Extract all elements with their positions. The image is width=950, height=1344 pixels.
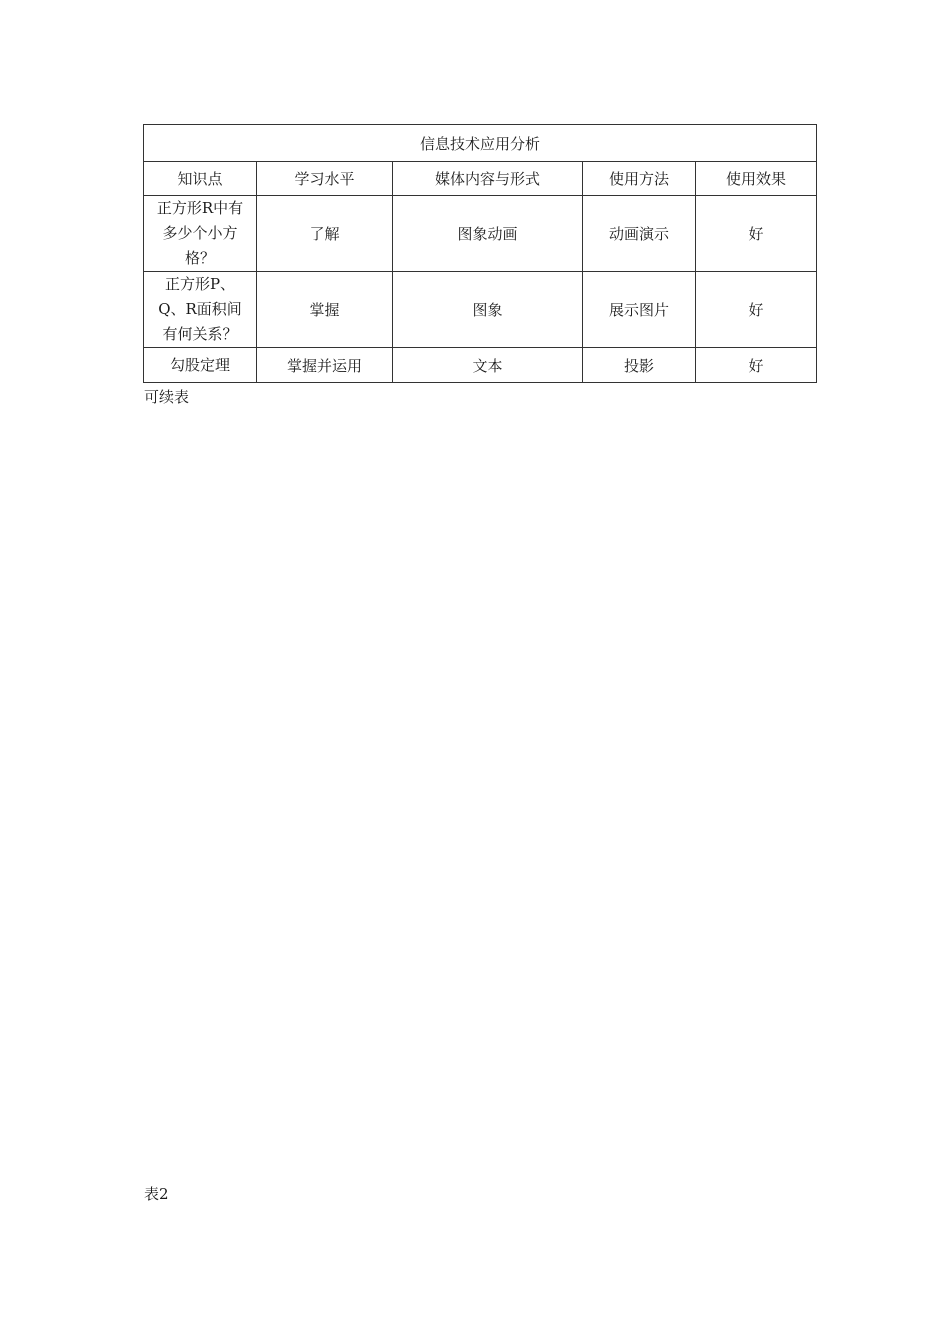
cell-knowledge-point bbox=[144, 196, 257, 272]
cell-text: 正方形P、Q、R面积间有何关系？ bbox=[158, 275, 242, 343]
header-learning-level: 学习水平 bbox=[257, 162, 393, 196]
cell-usage-method: 动画演示 bbox=[583, 196, 696, 272]
table-row bbox=[144, 348, 817, 383]
cell-knowledge-point: 勾股定理 bbox=[144, 348, 257, 383]
cell-usage-effect: 好 bbox=[696, 348, 817, 383]
cell-knowledge-point bbox=[144, 272, 257, 348]
cell-text: 正方形R中有多少个小方格？ bbox=[156, 199, 244, 267]
cell-media-content: 文本 bbox=[393, 348, 583, 383]
info-tech-analysis-table bbox=[143, 124, 817, 383]
cell-learning-level: 掌握并运用 bbox=[257, 348, 393, 383]
header-usage-effect: 使用效果 bbox=[696, 162, 817, 196]
table-header-row bbox=[144, 162, 817, 196]
cell-media-content: 图象动画 bbox=[393, 196, 583, 272]
continue-table-note: 可续表 bbox=[144, 388, 190, 406]
table-row bbox=[144, 196, 817, 272]
header-usage-method: 使用方法 bbox=[583, 162, 696, 196]
table-2-caption: 表2 bbox=[144, 1185, 169, 1203]
cell-learning-level: 掌握 bbox=[257, 272, 393, 348]
cell-usage-method: 展示图片 bbox=[583, 272, 696, 348]
table-title-row bbox=[144, 125, 817, 162]
header-knowledge-point: 知识点 bbox=[144, 162, 257, 196]
table-title: 信息技术应用分析 bbox=[144, 125, 817, 162]
cell-usage-effect: 好 bbox=[696, 272, 817, 348]
cell-usage-effect: 好 bbox=[696, 196, 817, 272]
header-media-content: 媒体内容与形式 bbox=[393, 162, 583, 196]
table-row bbox=[144, 272, 817, 348]
cell-learning-level: 了解 bbox=[257, 196, 393, 272]
cell-media-content: 图象 bbox=[393, 272, 583, 348]
cell-usage-method: 投影 bbox=[583, 348, 696, 383]
